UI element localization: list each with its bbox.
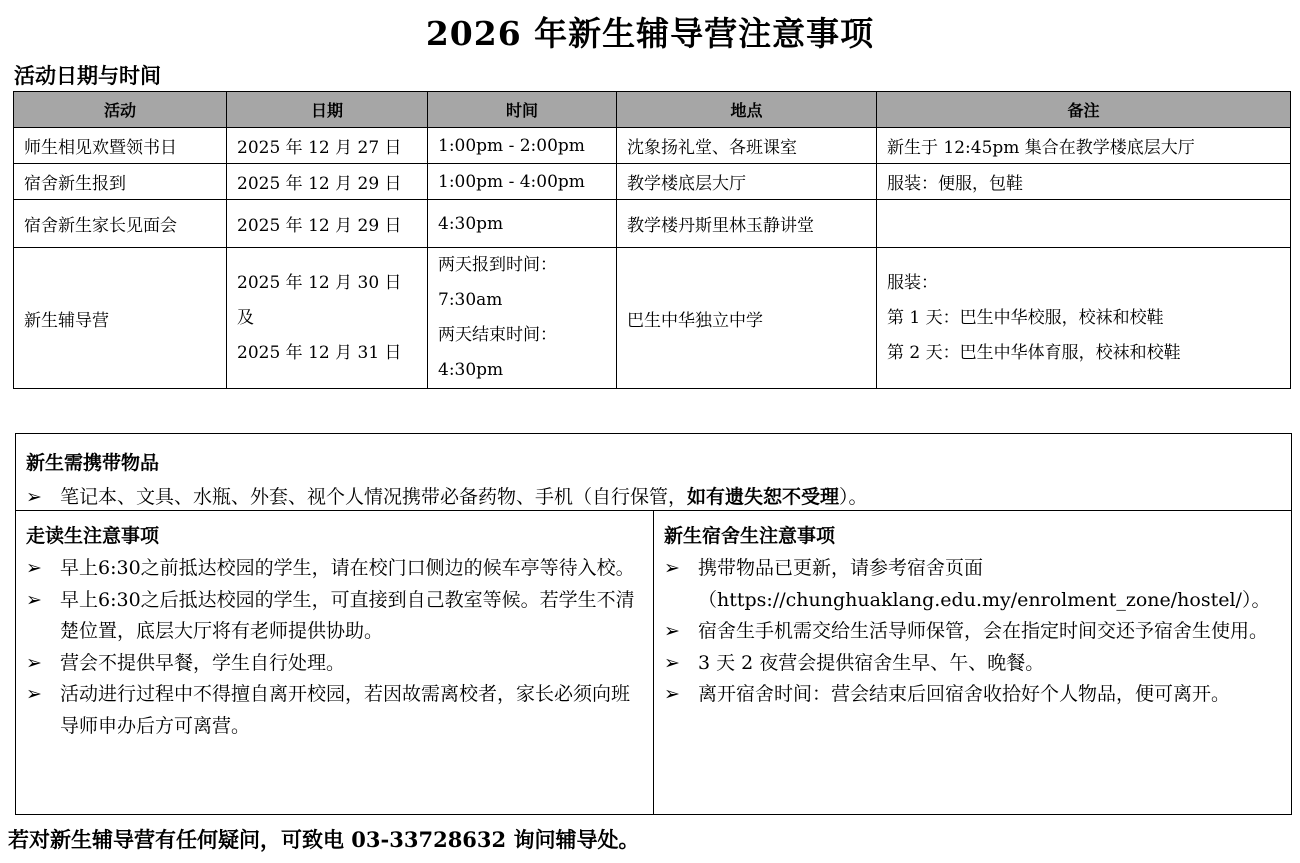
column-header: 日期	[227, 92, 428, 128]
table-row	[14, 248, 1291, 389]
table-cell: 教学楼底层大厅	[617, 164, 877, 200]
day-students-list	[26, 553, 643, 742]
table-cell: 2025 年 12 月 29 日	[227, 164, 428, 200]
list-item	[26, 553, 643, 585]
time-line: 4:30pm	[438, 360, 504, 380]
list-item-text: 3 天 2 夜营会提供宿舍生早、午、晚餐。	[698, 651, 1045, 674]
footer-contact-note: 若对新生辅导营有任何疑问，可致电 03-33728632 询问辅导处。	[8, 827, 640, 852]
list-item	[664, 648, 1281, 680]
arrow-bullet-icon: ➢	[664, 651, 680, 674]
hostel-students-list	[664, 553, 1281, 711]
bring-items-end: ）。	[839, 486, 868, 508]
page-title: 2026 年新生辅导营注意事项	[425, 14, 875, 53]
table-cell: 2025 年 12 月 27 日	[227, 128, 428, 164]
hostel-students-column	[654, 511, 1291, 814]
arrow-bullet-icon: ➢	[26, 557, 42, 579]
table-cell: 1:00pm - 2:00pm	[428, 128, 617, 164]
remark-line: 第 1 天：巴生中华校服，校袜和校鞋	[887, 307, 1164, 328]
list-item-text: 携带物品已更新，请参考宿舍页面（https://chunghuaklang.edu.my/enrolment_zone/hostel/）。	[698, 557, 1271, 611]
table-cell: 巴生中华独立中学	[617, 248, 877, 389]
list-item	[664, 553, 1281, 616]
remark-line: 服装：	[887, 272, 938, 293]
notes-box	[15, 433, 1292, 815]
bring-items-text: 笔记本、文具、水瓶、外套、视个人情况携带必备药物、手机（自行保管，	[60, 486, 688, 508]
column-header: 地点	[617, 92, 877, 128]
arrow-bullet-icon: ➢	[26, 486, 42, 508]
table-row	[14, 128, 1291, 164]
list-item	[664, 679, 1281, 711]
list-item	[26, 648, 643, 680]
table-cell: 4:30pm	[428, 200, 617, 248]
table-cell: 服装：便服，包鞋	[877, 164, 1291, 200]
schedule-table	[13, 91, 1291, 389]
arrow-bullet-icon: ➢	[664, 620, 680, 642]
bring-items-line	[26, 482, 868, 509]
table-cell	[227, 248, 428, 389]
table-cell: 新生于 12:45pm 集合在教学楼底层大厅	[877, 128, 1291, 164]
time-line: 两天结束时间：	[438, 325, 557, 345]
table-cell: 2025 年 12 月 29 日	[227, 200, 428, 248]
list-item-text: 离开宿舍时间：营会结束后回宿舍收拾好个人物品，便可离开。	[698, 683, 1231, 705]
arrow-bullet-icon: ➢	[664, 683, 680, 705]
table-cell: 教学楼丹斯里林玉静讲堂	[617, 200, 877, 248]
table-cell: 沈象扬礼堂、各班课室	[617, 128, 877, 164]
list-item-text: 宿舍生手机需交给生活导师保管，会在指定时间交还予宿舍生使用。	[698, 620, 1269, 642]
list-item-text: 早上6:30之前抵达校园的学生，请在校门口侧边的候车亭等待入校。	[60, 557, 635, 579]
notes-columns	[16, 510, 1291, 814]
arrow-bullet-icon: ➢	[26, 588, 42, 611]
table-cell	[428, 248, 617, 389]
date-line: 2025 年 12 月 30 日及	[237, 272, 402, 328]
arrow-bullet-icon: ➢	[664, 557, 680, 579]
column-header: 活动	[14, 92, 227, 128]
column-header: 时间	[428, 92, 617, 128]
hostel-students-title: 新生宿舍生注意事项	[664, 525, 836, 547]
list-item	[26, 585, 643, 648]
table-row	[14, 200, 1291, 248]
date-line: 2025 年 12 月 31 日	[237, 342, 402, 363]
column-header: 备注	[877, 92, 1291, 128]
schedule-heading: 活动日期与时间	[14, 63, 161, 88]
arrow-bullet-icon: ➢	[26, 651, 42, 674]
table-cell: 宿舍新生报到	[14, 164, 227, 200]
list-item	[26, 679, 643, 742]
day-students-column	[16, 511, 654, 814]
remark-line: 第 2 天：巴生中华体育服，校袜和校鞋	[887, 342, 1181, 363]
table-header-row	[14, 92, 1291, 128]
table-cell: 宿舍新生家长见面会	[14, 200, 227, 248]
list-item-text: 活动进行过程中不得擅自离开校园，若因故需离校者，家长必须向班导师申办后方可离营。	[60, 683, 631, 737]
table-cell	[877, 248, 1291, 389]
table-row	[14, 164, 1291, 200]
table-cell: 师生相见欢暨领书日	[14, 128, 227, 164]
table-cell	[877, 200, 1291, 248]
table-cell: 1:00pm - 4:00pm	[428, 164, 617, 200]
list-item-text: 营会不提供早餐，学生自行处理。	[60, 651, 346, 674]
arrow-bullet-icon: ➢	[26, 683, 42, 705]
list-item	[664, 616, 1281, 648]
time-line: 7:30am	[438, 290, 503, 310]
day-students-title: 走读生注意事项	[26, 525, 160, 547]
list-item-text: 早上6:30之后抵达校园的学生，可直接到自己教室等候。若学生不清楚位置，底层大厅将有老师提供协助。	[60, 588, 635, 642]
bring-items-title: 新生需携带物品	[26, 452, 160, 474]
bring-items-warning: 如有遗失恕不受理	[687, 486, 840, 508]
table-cell: 新生辅导营	[14, 248, 227, 389]
time-line: 两天报到时间：	[438, 255, 557, 275]
